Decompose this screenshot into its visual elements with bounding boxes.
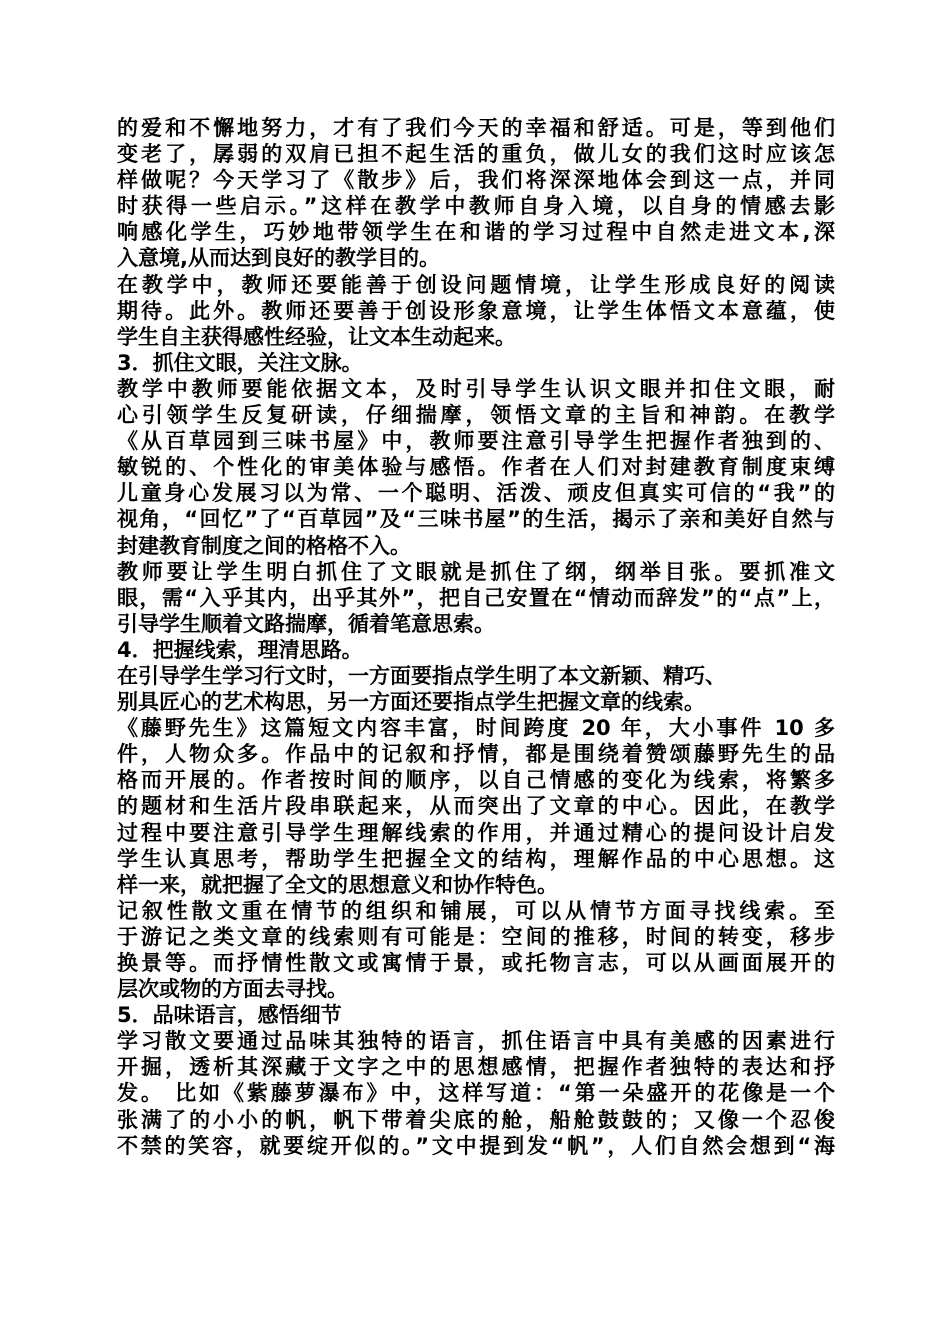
text-line: 学生自主获得感性经验，让文本生动起来。 (117, 324, 516, 349)
text-line: 时获得一些启示。”这样在教学中教师自身入境，以自身的情感去影 (117, 194, 835, 219)
text-line: 开掘，透析其深藏于文字之中的思想感情，把握作者独特的表达和抒 (117, 1055, 835, 1080)
document-page (117, 115, 835, 1159)
text-line: 入意境,从而达到良好的教学目的。 (117, 246, 440, 271)
section-heading: 5．品味语言，感悟细节 (117, 1003, 342, 1028)
text-line: 格而开展的。作者按时间的顺序，以自己情感的变化为线索，将繁多 (117, 768, 835, 793)
text-line: 《从百草园到三味书屋》中，教师要注意引导学生把握作者独到的、 (117, 429, 835, 454)
text-line: 层次或物的方面去寻找。 (117, 977, 348, 1002)
text-line: 在引导学生学习行文时，一方面要指点学生明了本文新颖、精巧、 (117, 663, 726, 688)
text-line: 件，人物众多。作品中的记叙和抒情，都是围绕着赞颂藤野先生的品 (117, 742, 835, 767)
text-line: 样做呢？今天学习了《散步》后，我们将深深地体会到这一点，并同 (117, 168, 835, 193)
text-line: 教师要让学生明白抓住了文眼就是抓住了纲，纲举目张。要抓准文 (117, 559, 835, 584)
text-line: 眼，需“入乎其内，出乎其外”，把自己安置在“情动而辞发”的“点”上， (117, 585, 835, 610)
text-line: 换景等。而抒情性散文或寓情于景，或托物言志，可以从画面展开的 (117, 951, 835, 975)
text-line: 在教学中，教师还要能善于创设问题情境，让学生形成良好的阅读 (117, 272, 835, 297)
text-line: 《藤野先生》这篇短文内容丰富，时间跨度 20 年，大小事件 10 多 (117, 716, 835, 741)
text-line: 引导学生顺着文路揣摩，循着笔意思索。 (117, 611, 495, 636)
text-line: 学习散文要通过品味其独特的语言，抓住语言中具有美感的因素进行 (117, 1029, 835, 1054)
text-line: 于游记之类文章的线索则有可能是：空间的推移，时间的转变，移步 (117, 924, 835, 949)
text-line: 视角，“回忆”了“百草园”及“三味书屋”的生活，揭示了亲和美好自然与 (117, 507, 835, 532)
text-line: 心引领学生反复研读，仔细揣摩，领悟文章的主旨和神韵。在教学 (117, 403, 835, 428)
text-line: 别具匠心的艺术构思，另一方面还要指点学生把握文章的线索。 (117, 690, 705, 715)
text-line: 响感化学生，巧妙地带领学生在和谐的学习过程中自然走进文本,深 (117, 220, 835, 245)
text-line: 记叙性散文重在情节的组织和铺展，可以从情节方面寻找线索。至 (117, 898, 835, 923)
text-line: 期待。此外。教师还要善于创设形象意境，让学生体悟文本意蕴，使 (117, 298, 835, 323)
text-line: 不禁的笑容，就要绽开似的。”文中提到发“帆”，人们自然会想到“海 (117, 1133, 835, 1158)
text-line: 变老了，孱弱的双肩已担不起生活的重负，做儿女的我们这时应该怎 (117, 142, 835, 167)
text-line: 发。 比如《紫藤萝瀑布》中，这样写道：“第一朵盛开的花像是一个 (117, 1081, 835, 1106)
text-line: 学生认真思考，帮助学生把握全文的结构，理解作品的中心思想。这 (117, 846, 835, 871)
text-line: 教学中教师要能依据文本，及时引导学生认识文眼并扣住文眼，耐 (117, 376, 835, 401)
section-heading: 4．把握线索，理清思路。 (117, 637, 363, 662)
text-line: 儿童身心发展习以为常、一个聪明、活泼、顽皮但真实可信的“我”的 (117, 481, 835, 506)
text-line: 样一来，就把握了全文的思想意义和协作特色。 (117, 872, 558, 897)
text-line: 过程中要注意引导学生理解线索的作用，并通过精心的提问设计启发 (117, 820, 835, 845)
section-heading: 3．抓住文眼，关注文脉。 (117, 350, 363, 375)
text-line: 封建教育制度之间的格格不入。 (117, 533, 411, 558)
text-line: 的爱和不懈地努力，才有了我们今天的幸福和舒适。可是，等到他们 (117, 116, 835, 140)
text-line: 张满了的小小的帆，帆下带着尖底的舱，船舱鼓鼓的；又像一个忍俊 (117, 1107, 835, 1132)
text-line: 的题材和生活片段串联起来，从而突出了文章的中心。因此，在教学 (117, 794, 835, 819)
text-line: 敏锐的、个性化的审美体验与感悟。作者在人们对封建教育制度束缚 (117, 455, 835, 480)
